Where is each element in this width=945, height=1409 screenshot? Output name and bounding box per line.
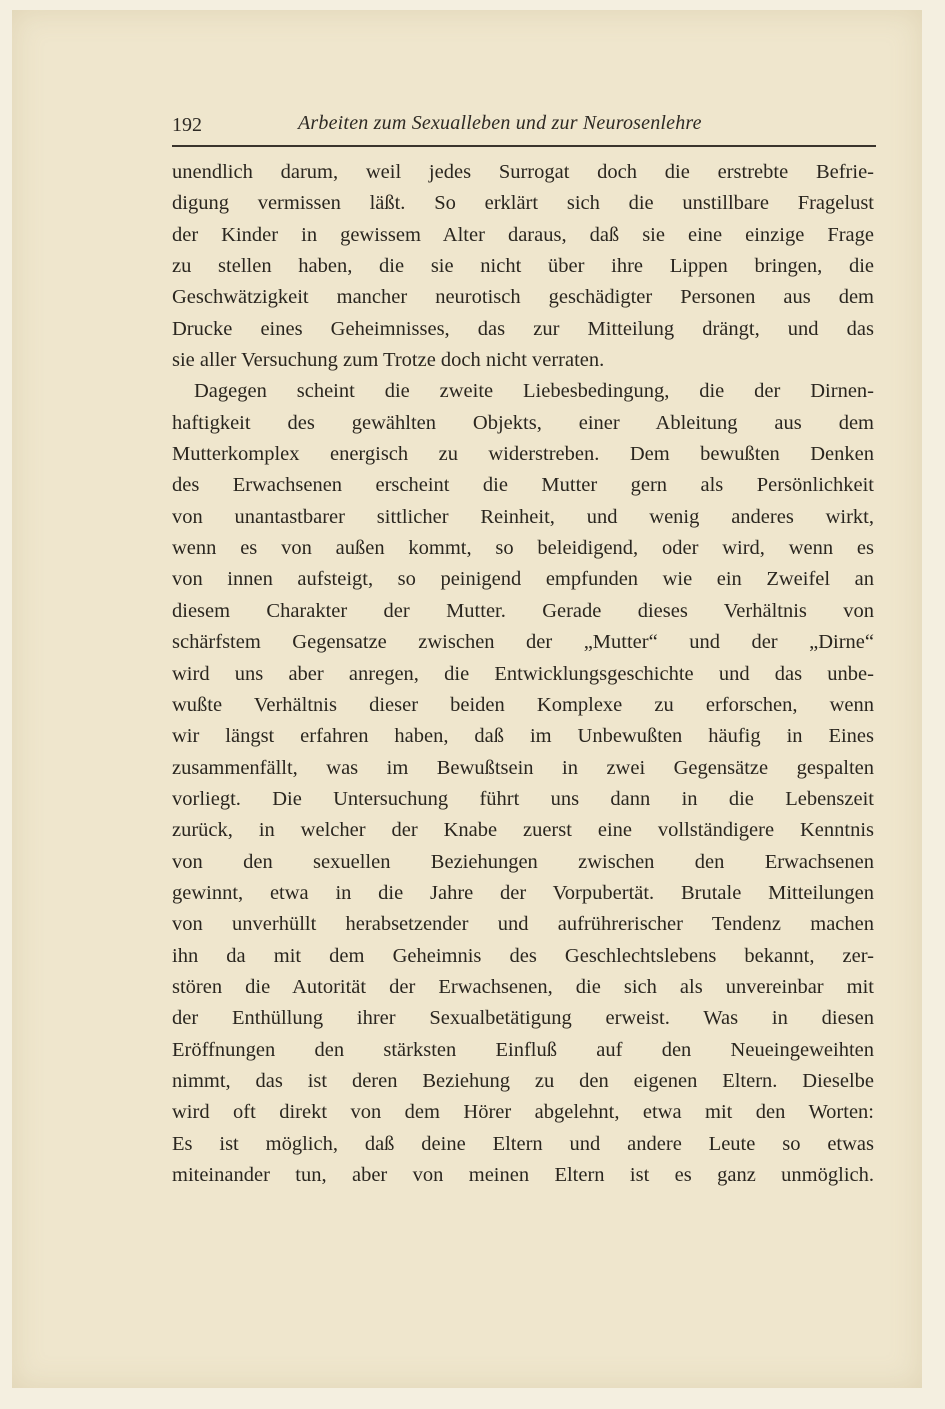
text-line: Mutterkomplex energisch zu widerstreben. Dem bewußten Denken: [172, 443, 874, 466]
text-line: ihn da mit dem Geheimnis des Geschlechtslebens bekannt, zer-: [172, 944, 874, 967]
running-title: Arbeiten zum Sexualleben und zur Neurosenlehre: [298, 112, 702, 134]
text-line: wird oft direkt von dem Hörer abgelehnt, etwa mit den Worten:: [172, 1101, 874, 1124]
text-line: schärfstem Gegensatze zwischen der „Mutter“ und der „Dirne“: [172, 631, 874, 654]
text-line: der Kinder in gewissem Alter daraus, daß sie eine einzige Frage: [172, 223, 874, 246]
running-header: [172, 112, 874, 138]
paragraph: [172, 376, 874, 1191]
text-line: von den sexuellen Beziehungen zwischen den Erwachsenen: [172, 850, 874, 873]
text-line: digung vermissen läßt. So erklärt sich die unstillbare Fragelust: [172, 192, 874, 215]
text-line: gewinnt, etwa in die Jahre der Vorpubertät. Brutale Mitteilungen: [172, 881, 874, 904]
text-line: zurück, in welcher der Knabe zuerst eine vollständigere Kenntnis: [172, 819, 874, 842]
text-line: des Erwachsenen erscheint die Mutter gern als Persönlichkeit: [172, 474, 874, 497]
text-line: Dagegen scheint die zweite Liebesbedingung, die der Dirnen-: [194, 380, 874, 403]
header-rule: [172, 145, 876, 147]
text-line: zu stellen haben, die sie nicht über ihre Lippen bringen, die: [172, 255, 874, 278]
text-line: nimmt, das ist deren Beziehung zu den eigenen Eltern. Dieselbe: [172, 1069, 874, 1092]
text-line: vorliegt. Die Untersuchung führt uns dann in die Lebenszeit: [172, 787, 874, 810]
text-line: wenn es von außen kommt, so beleidigend, oder wird, wenn es: [172, 537, 874, 560]
text-line: wußte Verhältnis dieser beiden Komplexe zu erforschen, wenn: [172, 693, 874, 716]
page-number: 192: [172, 114, 202, 136]
text-line: Geschwätzigkeit mancher neurotisch geschädigter Personen aus dem: [172, 286, 874, 309]
text-line: Drucke eines Geheimnisses, das zur Mitteilung drängt, und das: [172, 317, 874, 340]
text-line: wird uns aber anregen, die Entwicklungsgeschichte und das unbe-: [172, 662, 874, 685]
text-line: miteinander tun, aber von meinen Eltern ist es ganz unmöglich.: [172, 1164, 874, 1186]
text-line: Es ist möglich, daß deine Eltern und andere Leute so etwas: [172, 1132, 874, 1155]
text-line: Eröffnungen den stärksten Einfluß auf den Neueingeweihten: [172, 1038, 874, 1061]
text-line: von unverhüllt herabsetzender und aufrührerischer Tendenz machen: [172, 913, 874, 936]
text-line: diesem Charakter der Mutter. Gerade dieses Verhältnis von: [172, 599, 874, 622]
text-line: der Enthüllung ihrer Sexualbetätigung erweist. Was in diesen: [172, 1007, 874, 1030]
text-line: von innen aufsteigt, so peinigend empfunden wie ein Zweifel an: [172, 568, 874, 591]
paragraph: [172, 157, 874, 376]
text-line: unendlich darum, weil jedes Surrogat doch die erstrebte Befrie-: [172, 161, 874, 183]
text-line: sie aller Versuchung zum Trotze doch nicht verraten.: [172, 349, 605, 372]
text-line: zusammenfällt, was im Bewußtsein in zwei Gegensätze gespalten: [172, 756, 874, 779]
text-line: wir längst erfahren haben, daß im Unbewußten häufig in Eines: [172, 725, 874, 748]
text-line: haftigkeit des gewählten Objekts, einer Ableitung aus dem: [172, 411, 874, 434]
text-line: stören die Autorität der Erwachsenen, die sich als unvereinbar mit: [172, 975, 874, 998]
body-text: [172, 157, 874, 1191]
text-line: von unantastbarer sittlicher Reinheit, und wenig anderes wirkt,: [172, 505, 874, 528]
